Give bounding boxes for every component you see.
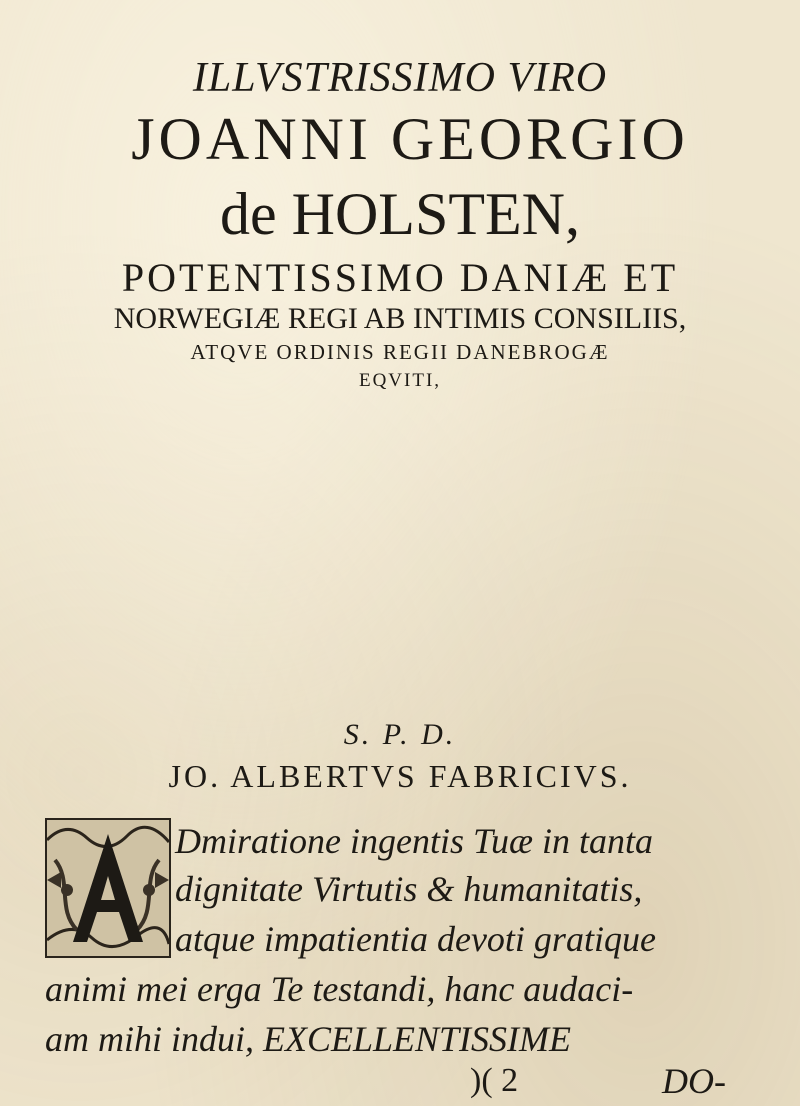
author-name: JO. ALBERTVS FABRICIVS.: [168, 758, 632, 794]
title-line: EQVITI,: [358, 370, 442, 391]
body-line: dignitate Virtutis & humanitatis,: [175, 869, 643, 909]
body-line: animi mei erga Te testandi, hanc audaci-: [45, 969, 634, 1009]
body-line: am mihi indui, EXCELLENTISSIME: [45, 1019, 572, 1059]
title-line: ATQVE ORDINIS REGII DANEBROGÆ: [190, 340, 610, 364]
dedicatee-surname: de HOLSTEN,: [220, 181, 580, 247]
title-line: NORWEGIÆ REGI AB INTIMIS CONSILIIS,: [113, 302, 687, 335]
signature-mark: )( 2: [470, 1062, 519, 1099]
dedication-line: ILLVSTRISSIMO VIRO: [192, 55, 608, 101]
decorated-initial-icon: [45, 818, 171, 958]
salutation: S. P. D.: [343, 718, 457, 751]
dedicatee-name: JOANNI GEORGIO: [131, 106, 689, 172]
title-line: POTENTISSIMO DANIÆ ET: [121, 255, 679, 300]
catchword: DO-: [662, 1061, 726, 1101]
body-line: atque impatientia devoti gratique: [175, 919, 656, 959]
body-line: Dmiratione ingentis Tuæ in tanta: [175, 821, 654, 861]
